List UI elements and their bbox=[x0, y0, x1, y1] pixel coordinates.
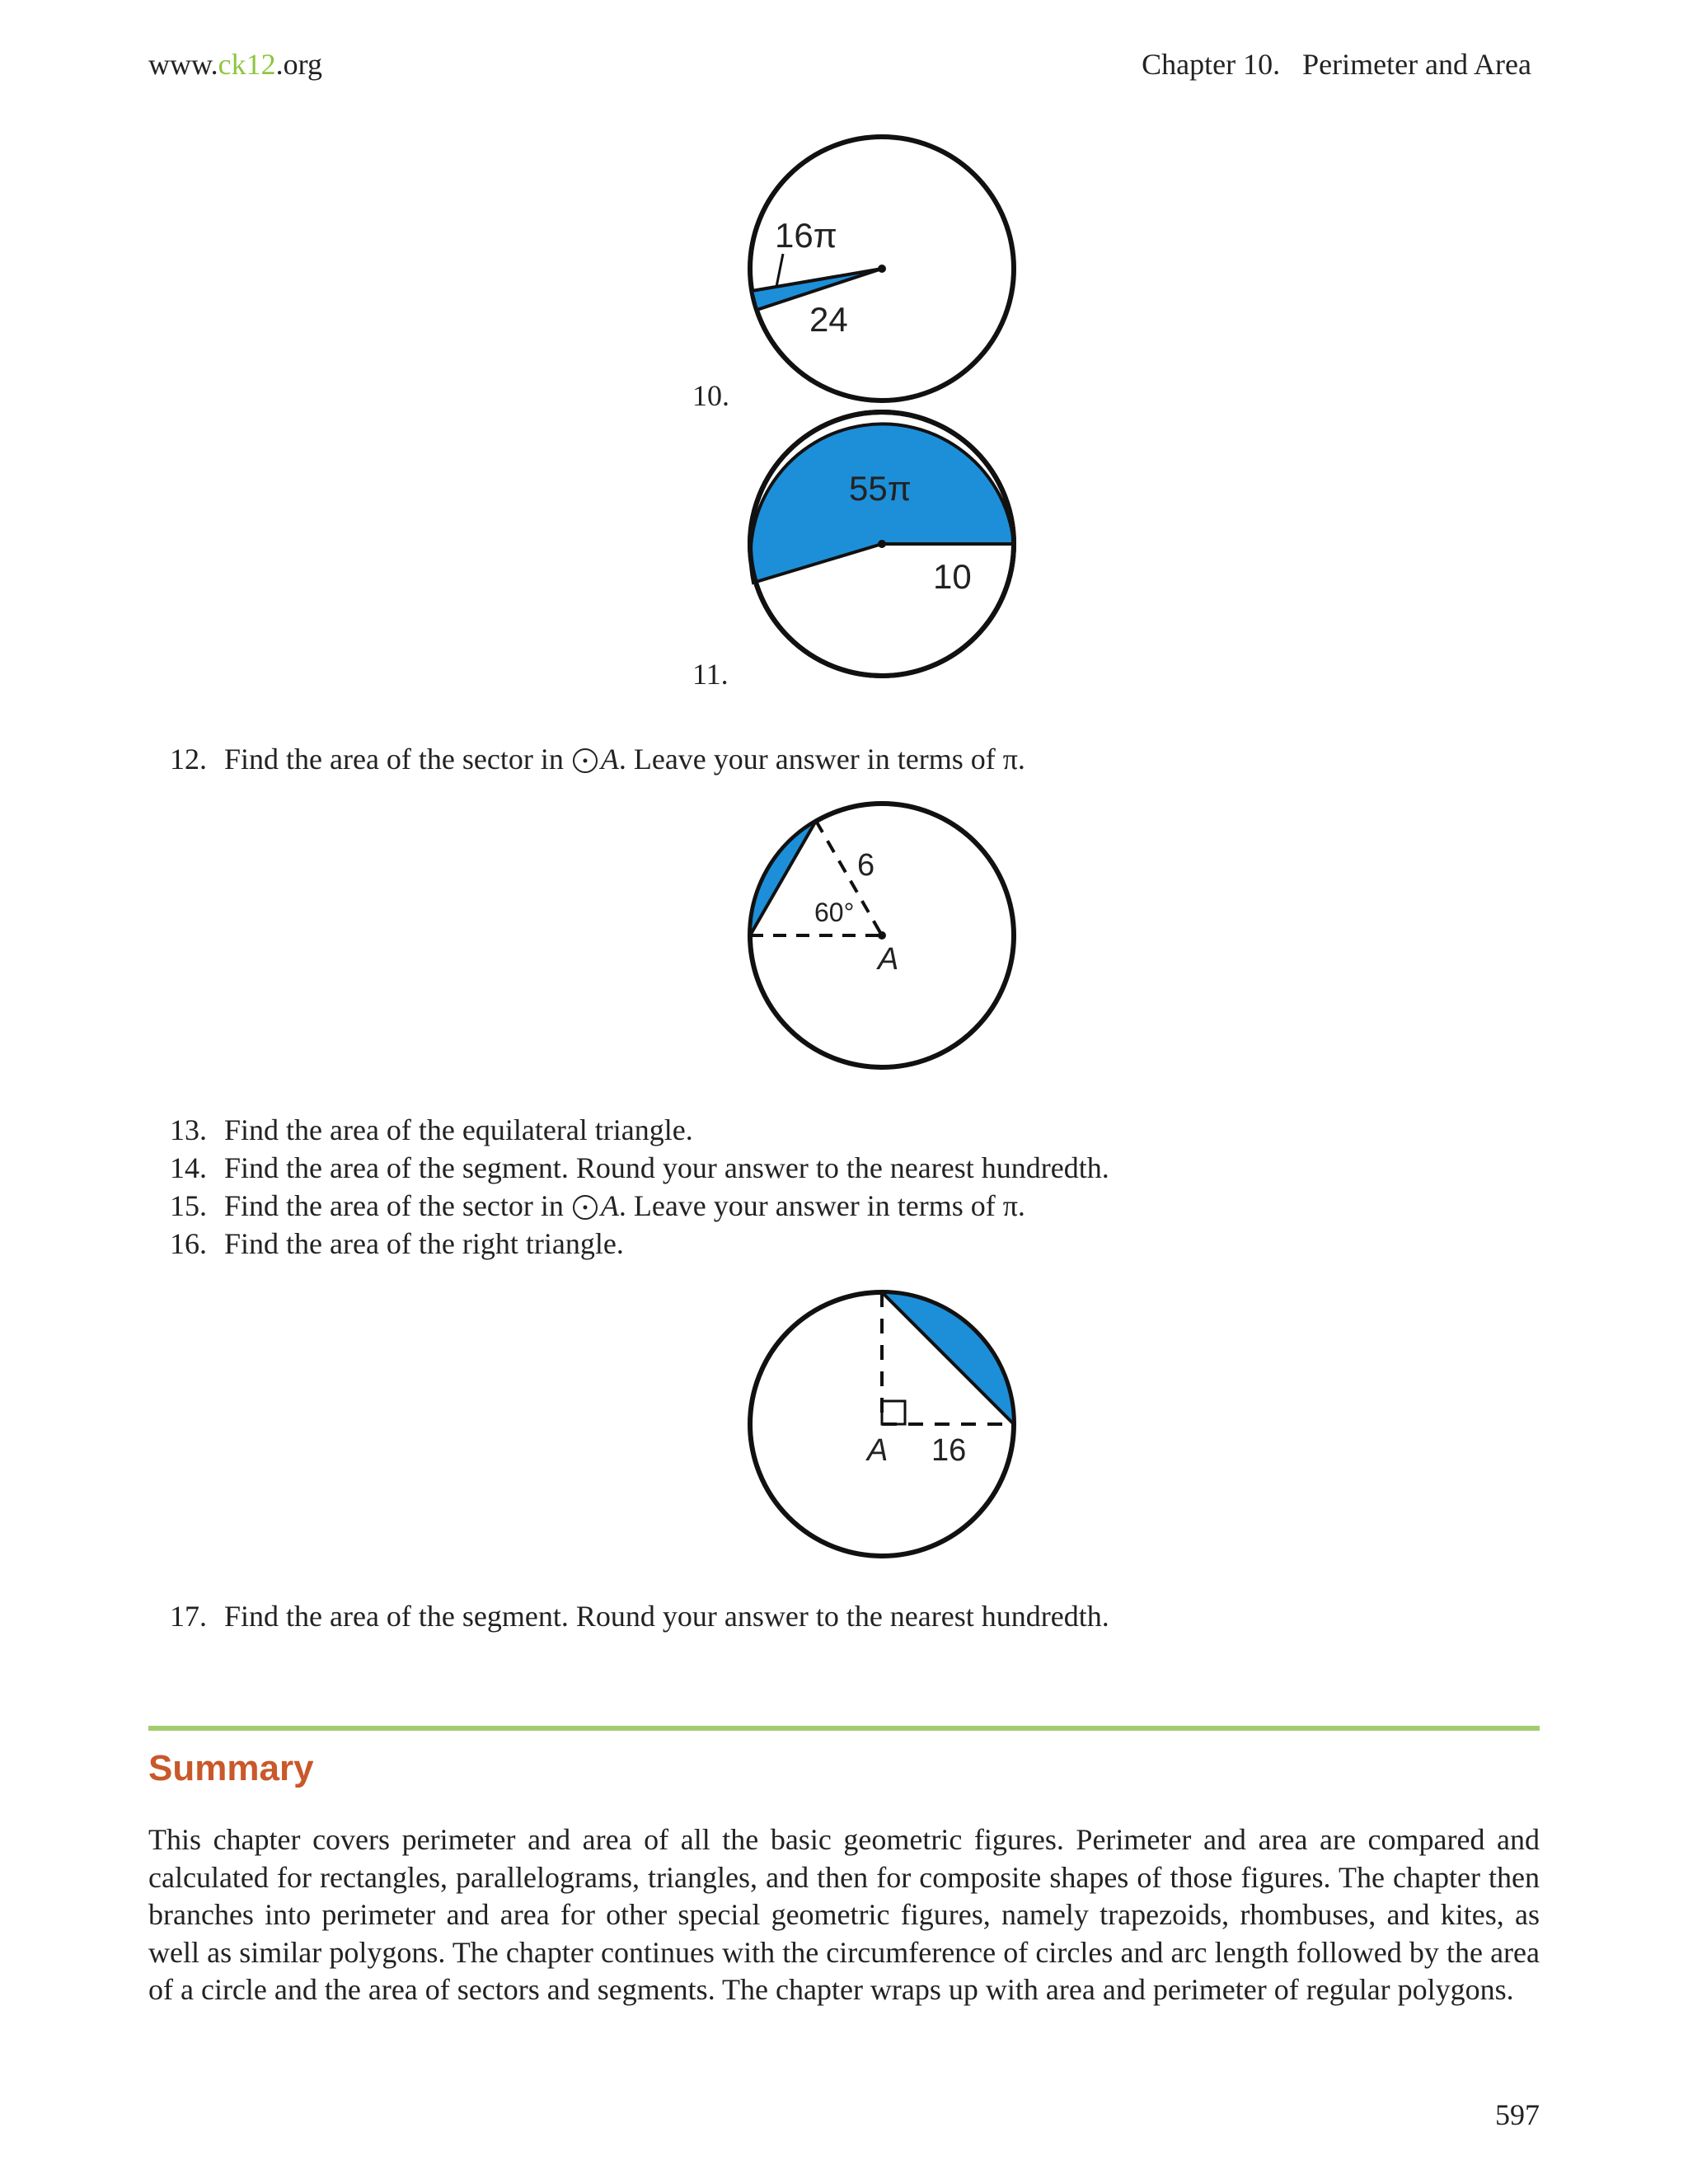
page-number: 597 bbox=[1495, 2098, 1540, 2131]
site-brand: ck12 bbox=[218, 48, 276, 81]
question-text-post: . Leave your answer in terms of π. bbox=[618, 743, 1025, 776]
question-13 bbox=[170, 1111, 693, 1149]
fig16-radius-label: 16 bbox=[931, 1433, 967, 1468]
chapter-title: Chapter 10. Perimeter and Area bbox=[1142, 48, 1531, 81]
question-text: Find the area of the segment. Round your answer to the nearest hundredth. bbox=[224, 1600, 1109, 1633]
figure-12-circle bbox=[734, 791, 1022, 1080]
question-text-pre: Find the area of the sector in bbox=[224, 743, 564, 776]
site-url[interactable] bbox=[148, 46, 322, 82]
question-number: 15. bbox=[170, 1189, 207, 1222]
figure-16-circle bbox=[734, 1277, 1022, 1566]
figure-11-circle bbox=[734, 405, 1022, 686]
fig10-arc-label: 16π bbox=[775, 216, 837, 255]
site-prefix: www. bbox=[148, 48, 218, 81]
figure-11-label: 11. bbox=[692, 658, 729, 691]
site-suffix: .org bbox=[275, 48, 322, 81]
question-text-pre: Find the area of the sector in bbox=[224, 1189, 564, 1222]
question-text: Find the area of the segment. Round your answer to the nearest hundredth. bbox=[224, 1151, 1109, 1184]
fig12-center-point bbox=[878, 931, 886, 940]
circle-variable: A bbox=[600, 743, 619, 776]
figure-10-label: 10. bbox=[692, 379, 729, 412]
question-text: Find the area of the right triangle. bbox=[224, 1227, 624, 1260]
question-12 bbox=[170, 740, 1025, 778]
summary-paragraph: This chapter covers perimeter and area of all the basic geometric figures. Perimeter and area are compared and calculated for rectangles, parallelograms, triangles, and then for composite shapes of those figures. The chapter then branches into perimeter and area for other special geometric figures, namely trapezoids, rhombuses, and kites, as well as similar polygons. The chapter continues with the circumference of circles and arc length followed by the area of a circle and the area of sectors and segments. The chapter wraps up with area and perimeter of regular polygons. bbox=[148, 1823, 1540, 2006]
question-16 bbox=[170, 1225, 624, 1263]
fig11-center-point bbox=[878, 540, 886, 548]
question-17 bbox=[170, 1597, 1109, 1635]
question-text-post: . Leave your answer in terms of π. bbox=[618, 1189, 1025, 1222]
question-number: 17. bbox=[170, 1600, 207, 1633]
circle-variable: A bbox=[600, 1189, 619, 1222]
question-14 bbox=[170, 1149, 1109, 1187]
figure-10-circle bbox=[734, 130, 1022, 410]
fig12-center-label: A bbox=[878, 942, 899, 977]
fig16-center-label: A bbox=[867, 1433, 889, 1468]
fig12-side-label: 6 bbox=[857, 848, 875, 883]
section-divider bbox=[148, 1726, 1540, 1731]
summary-heading: Summary bbox=[148, 1748, 314, 1788]
question-15 bbox=[170, 1187, 1025, 1225]
fig11-radius-label: 10 bbox=[933, 557, 972, 596]
fig10-center-point bbox=[878, 265, 886, 273]
circle-symbol-icon bbox=[573, 748, 598, 773]
question-number: 13. bbox=[170, 1113, 207, 1146]
circle-symbol-icon bbox=[573, 1195, 598, 1220]
fig10-radius-label: 24 bbox=[809, 300, 848, 339]
question-number: 16. bbox=[170, 1227, 207, 1260]
question-number: 12. bbox=[170, 743, 207, 776]
fig12-angle-label: 60° bbox=[814, 898, 855, 927]
fig11-arc-label: 55π bbox=[849, 469, 912, 508]
question-text: Find the area of the equilateral triangle. bbox=[224, 1113, 693, 1146]
question-number: 14. bbox=[170, 1151, 207, 1184]
